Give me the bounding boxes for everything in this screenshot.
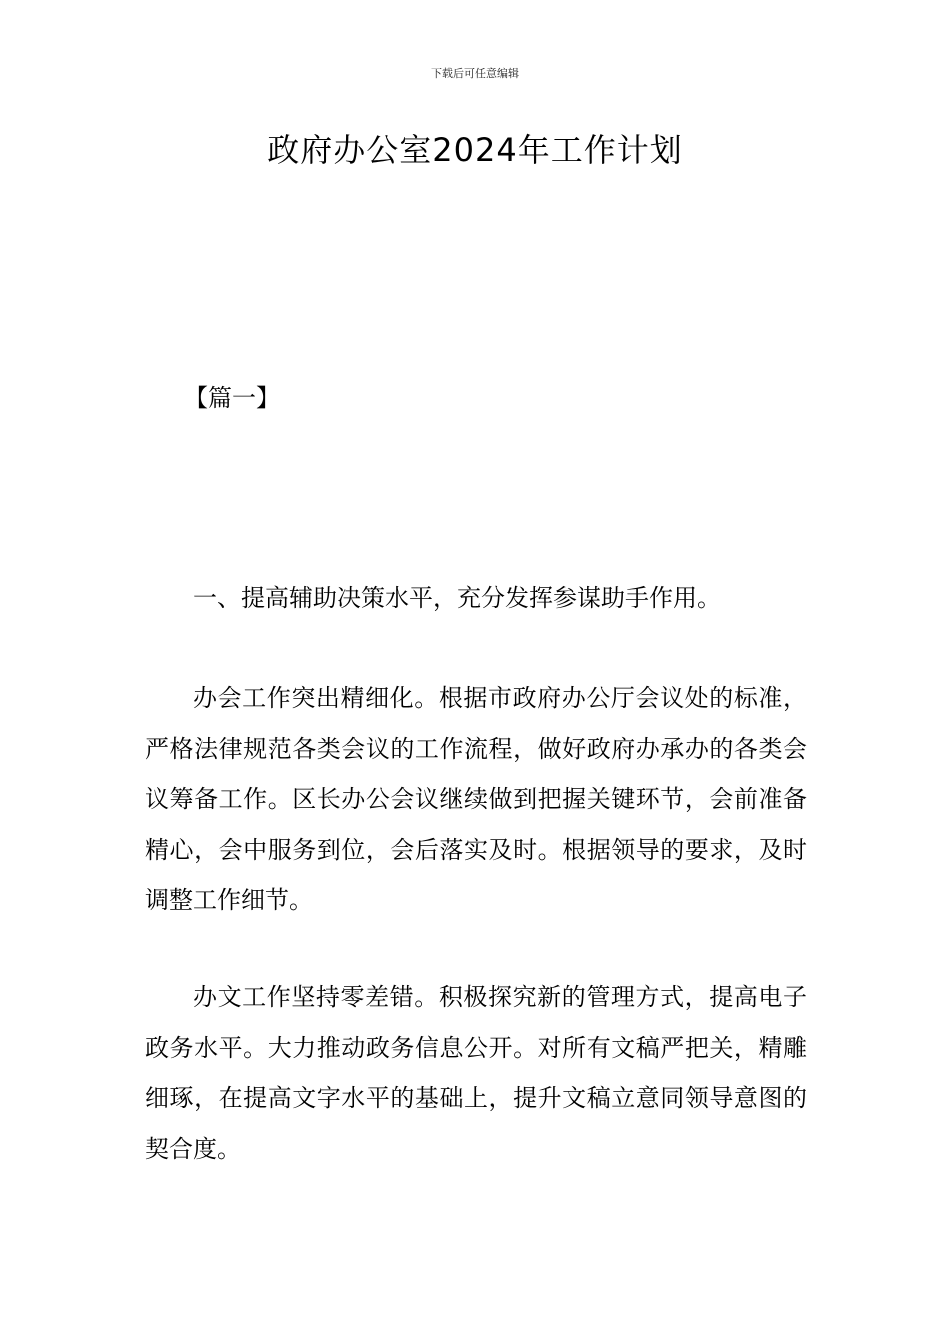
section-label: 【篇一】 (184, 384, 280, 412)
document-title: 政府办公室2024年工作计划 (267, 131, 683, 169)
header-note: 下载后可任意编辑 (431, 67, 519, 80)
section-heading: 一、提高辅助决策水平，充分发挥参谋助手作用。 (193, 584, 721, 612)
body-paragraph: 办会工作突出精细化。根据市政府办公厅会议处的标准，严格法律规范各类会议的工作流程，做好政府办承办的各类会议筹备工作。区长办公会议继续做到把握关键环节，会前准备精心，会中服务到位，会后落实及时。根据领导的要求，及时调整工作细节。 (145, 684, 807, 914)
body-paragraph: 办文工作坚持零差错。积极探究新的管理方式，提高电子政务水平。大力推动政务信息公开。对所有文稿严把关，精雕细琢，在提高文字水平的基础上，提升文稿立意同领导意图的契合度。 (145, 983, 807, 1163)
